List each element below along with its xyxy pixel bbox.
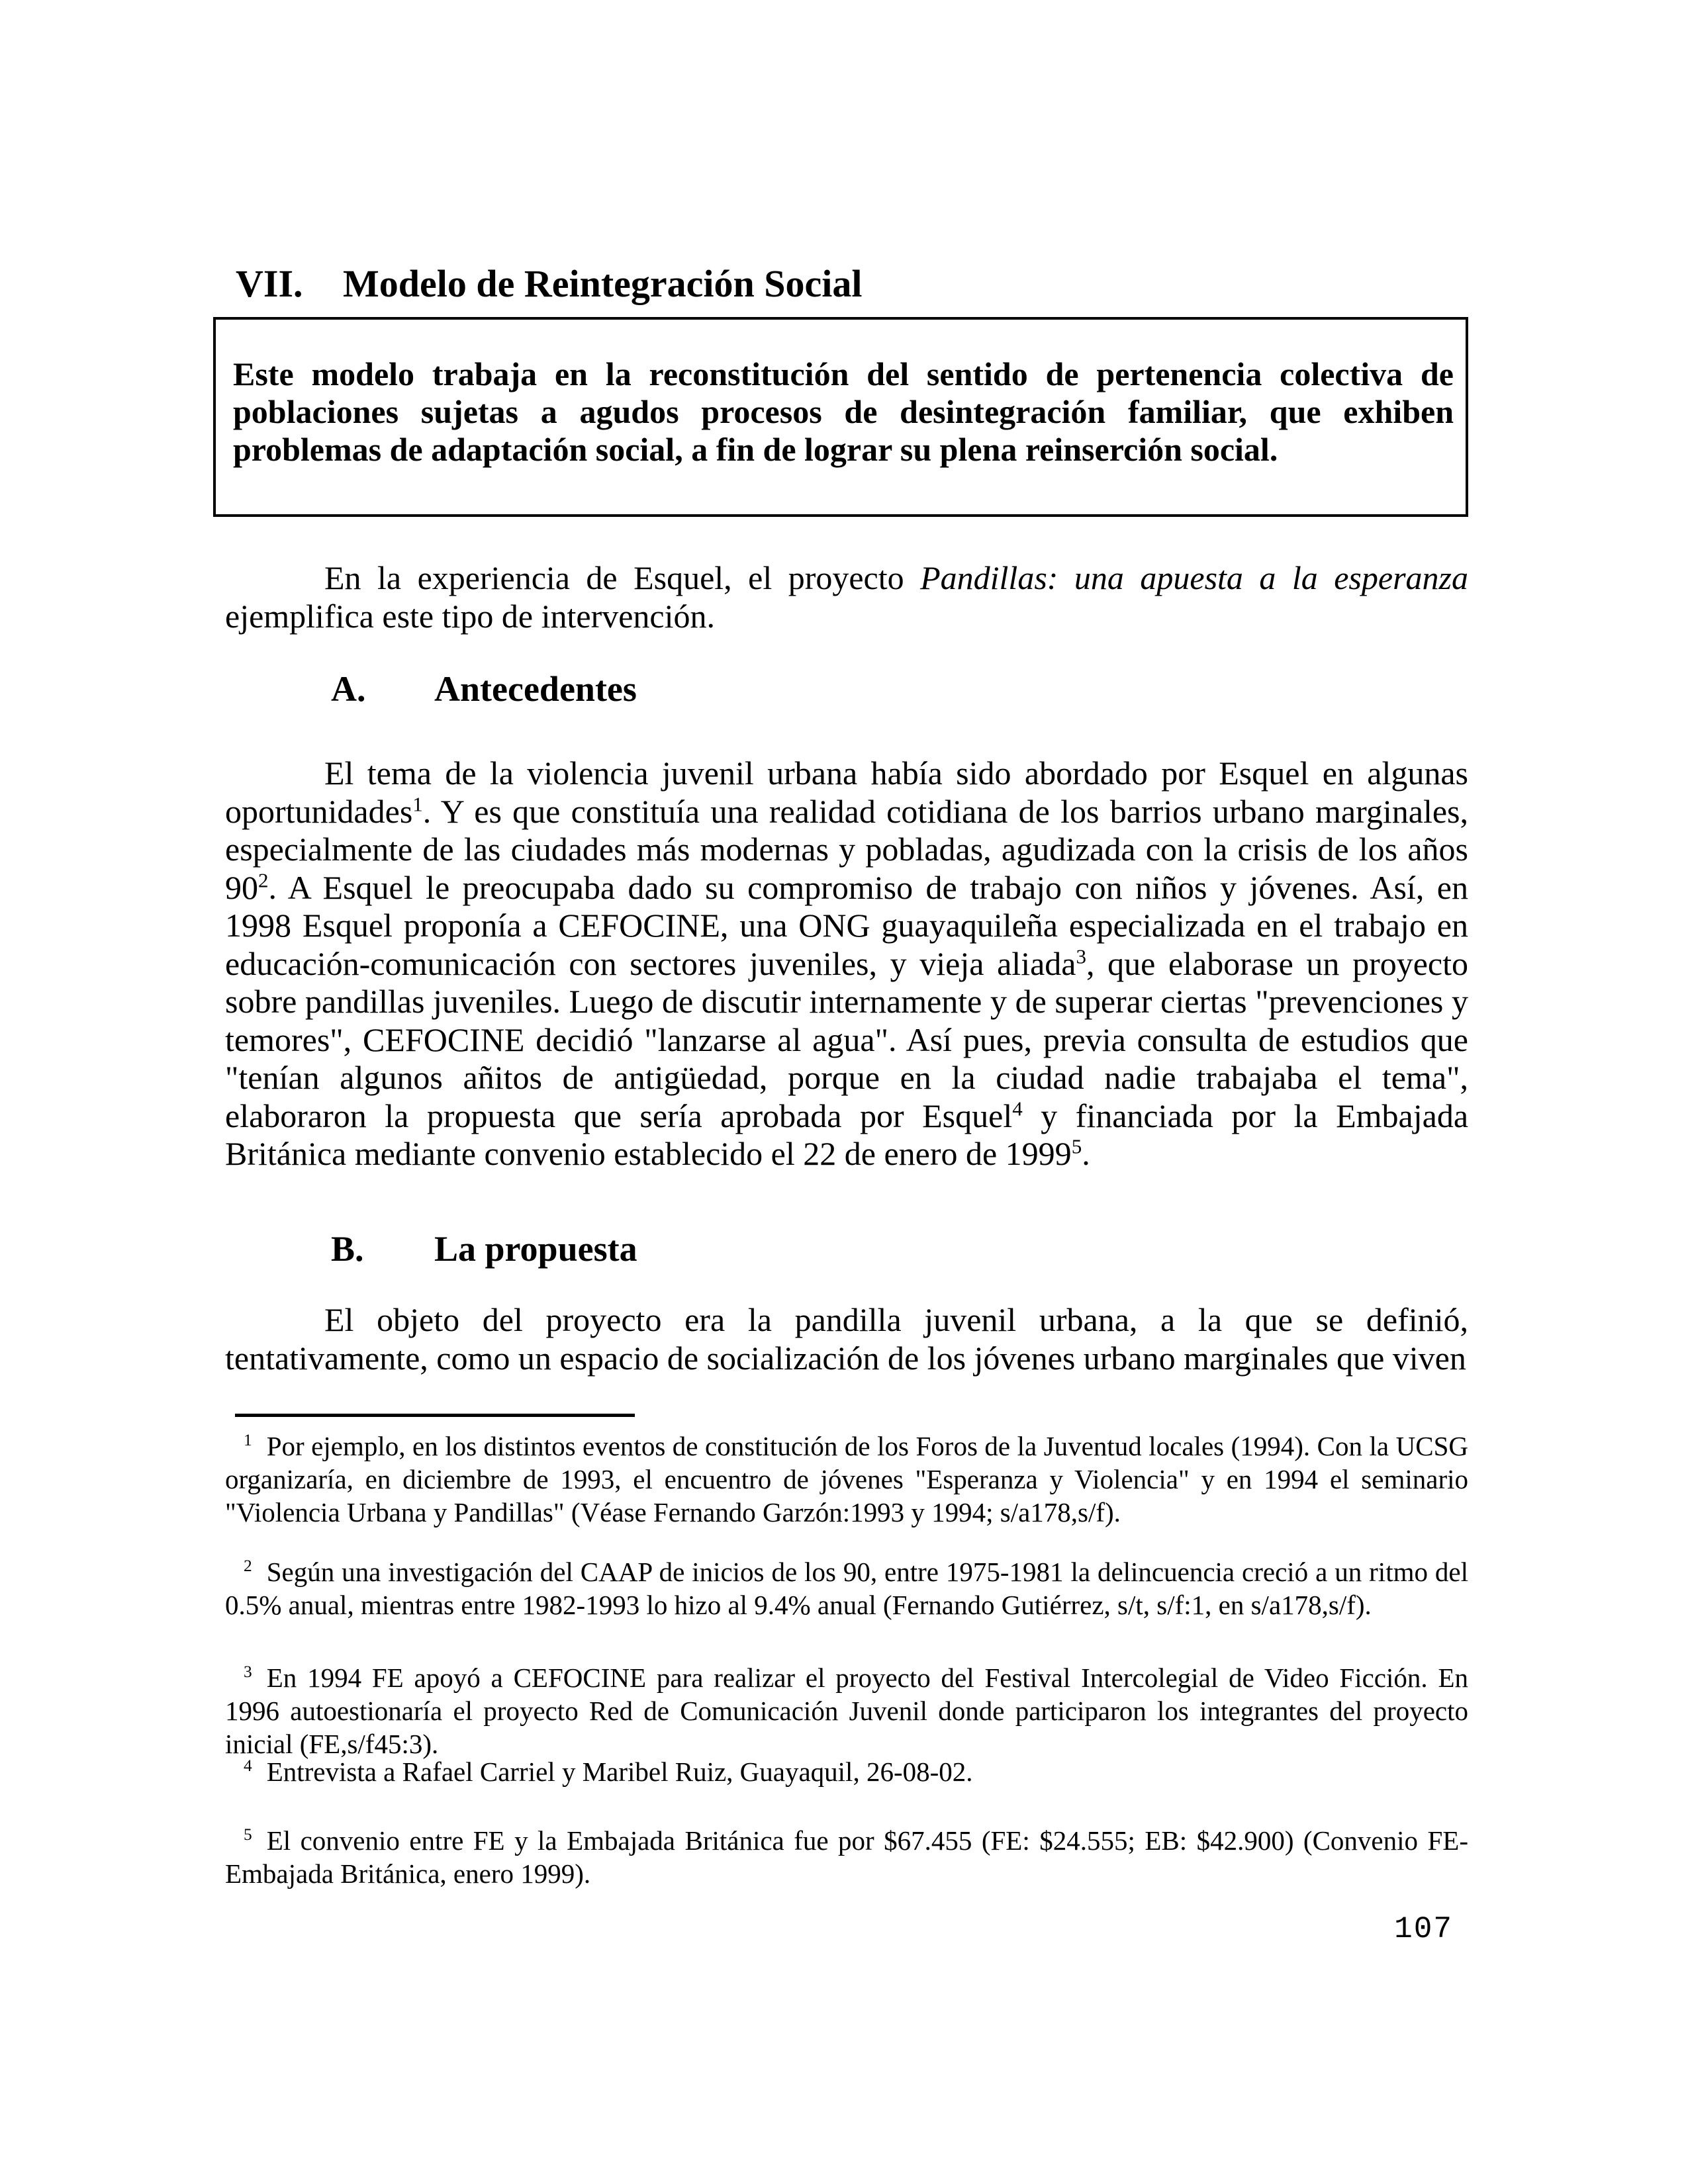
section-label: B. [331,1229,364,1269]
footnote-2 [225,1555,1468,1621]
antecedentes-paragraph: El tema de la violencia juvenil urbana había sido abordado por Esquel en algunas oportunidades$^1$. Y es que constituía una realidad cotidiana de los barrios urbano marginales, especialmente de las ciudades más modernas y pobladas, agudizada con la crisis de los años $90^2$. A Esquel le preocupaba dado su compromiso de trabajo con niños y jóvenes. Así, en 1998 Esquel proponía a CEFOCINE, una ONG guayaquileña especializada en el trabajo en educación-comunicación con sectores juveniles, y vieja aliada$^3$, que elaborase un proyecto sobre pandillas juveniles. Luego de discutir internamente y de superar ciertas "prevenciones y temores", CEFOCINE decidió "lanzarse al agua". Así pues, previa consulta de estudios que "tenían algunos añitos de antigüedad, porque en la ciudad nadie trabajaba el tema", elaboraron la propuesta que sería aprobada por Esquel$^4$ y financiada por la Embajada Británica mediante convenio establecido el 22 de enero de 1999$^5$. [225,754,1469,1172]
footnote-5 [225,1824,1468,1890]
footnote-4 [225,1755,1468,1788]
footnote-text: Por ejemplo, en los distintos eventos de constitución de los Foros de la Juventud locales (1994). Con la UCSG organizaría, en diciembre de 1993, el encuentro de jóvenes "Esperanza y Violencia" y en 1994 el seminario "Violencia Urbana y Pandillas" (Véase Fernando Garzón:1993 y 1994; s/a178,s/f). [225,1431,1468,1527]
section-title: Antecedentes [434,669,637,709]
summary-box-text: Este modelo trabaja en la reconstitución del sentido de pertenencia colectiva de poblaciones sujetas a agudos procesos de desintegración familiar, que exhiben problemas de adaptación social, a fin de lograr su plena reinserción social. [233,355,1454,468]
footnote-text: Según una investigación del CAAP de inicios de los 90, entre 1975-1981 la delincuencia creció a un ritmo del 0.5% anual, mientras entre 1982-1993 lo hizo al 9.4% anual (Fernando Gutiérrez, s/t, s/f:1, en s/a178,s/f). [225,1557,1468,1620]
section-heading-propuesta [225,1230,1574,1269]
footnote-separator [235,1414,635,1417]
footnote-1 [225,1430,1468,1529]
page-title [236,263,863,305]
intro-paragraph: En la experiencia de Esquel, el proyecto Pandillas: una apuesta a la esperanza ejemplifica este tipo de intervención. [225,559,1468,635]
page-number: 107 [1394,1912,1453,1946]
footnote-marker: 3 [244,1662,252,1682]
footnote-marker: 2 [244,1557,252,1576]
summary-box [213,317,1468,517]
footnote-marker: 4 [244,1756,252,1776]
title-text: Modelo de Reintegración Social [343,261,863,305]
footnote-text: Entrevista a Rafael Carriel y Maribel Ruiz, Guayaquil, 26-08-02. [266,1756,973,1787]
footnote-marker: 5 [244,1825,252,1844]
footnote-marker: 1 [244,1431,252,1450]
footnote-text: En 1994 FE apoyó a CEFOCINE para realizar el proyecto del Festival Intercolegial de Video Ficción. En 1996 autoestionaría el proyecto Red de Comunicación Juvenil donde participaron los integrantes del proyecto inicial (FE,s/f45:3). [225,1662,1468,1759]
section-heading-antecedentes [225,670,1574,709]
footnote-text: El convenio entre FE y la Embajada Británica fue por $67.455 (FE: $24.555; EB: $42.900) (Convenio FE-Embajada Británica, enero 1999). [225,1825,1468,1889]
propuesta-paragraph: El objeto del proyecto era la pandilla juvenil urbana, a la que se definió, tentativamente, como un espacio de socialización de los jóvenes urbano marginales que viven [225,1301,1468,1377]
title-number: VII. [236,261,303,305]
section-title: La propuesta [434,1229,637,1269]
section-label: A. [331,669,366,709]
footnote-3 [225,1661,1468,1760]
